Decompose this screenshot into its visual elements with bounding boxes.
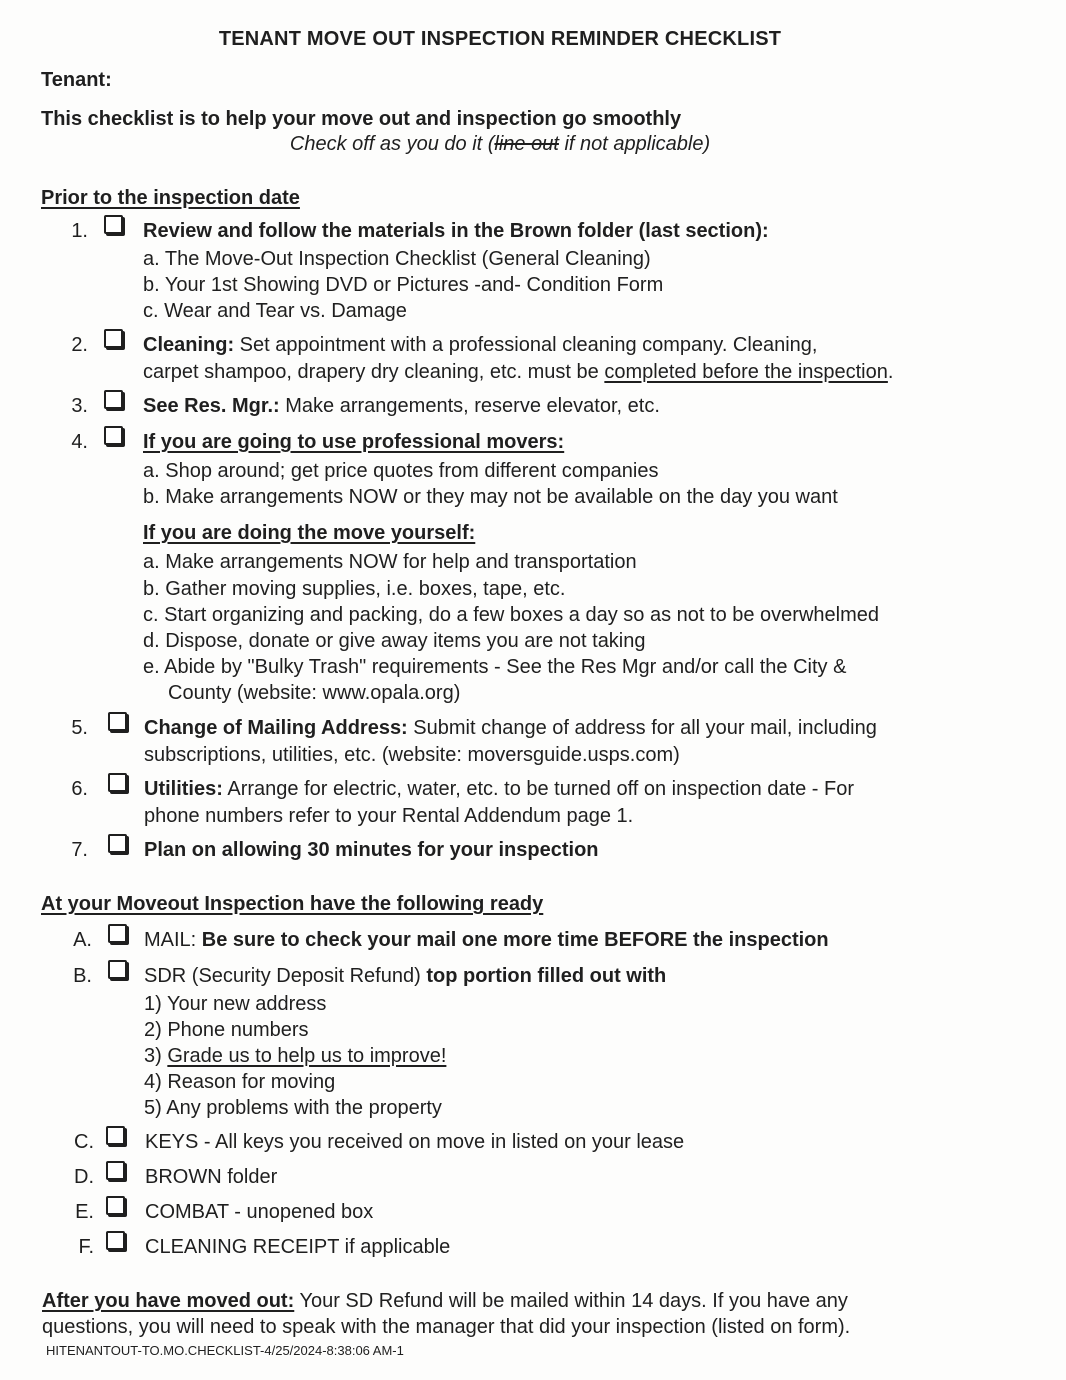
intro-text: This checklist is to help your move out and inspection go smoothly <box>41 108 682 130</box>
item-5-rest: Submit change of address for all your mail, including <box>407 717 877 739</box>
after-heading: After you have moved out: <box>42 1290 295 1312</box>
item-a-bold: Be sure to check your mail one more time BEFORE the inspection <box>201 929 829 951</box>
item-letter: B. <box>73 965 92 987</box>
checkbox[interactable] <box>106 1126 125 1145</box>
item-number: 7. <box>71 839 88 861</box>
item-number: 6. <box>71 778 88 800</box>
checkbox[interactable] <box>106 1196 125 1215</box>
item-c-text: KEYS - All keys you received on move in listed on your lease <box>145 1131 685 1153</box>
sub-item: a. Make arrangements NOW for help and transportation <box>143 551 637 573</box>
checkbox[interactable] <box>104 426 123 445</box>
item-letter: A. <box>73 929 92 951</box>
section-heading-prior: Prior to the inspection date <box>41 187 300 209</box>
item-2-bold: Cleaning: <box>143 334 235 356</box>
item-b-label: SDR (Security Deposit Refund) <box>144 965 427 987</box>
instruction-post: if not applicable) <box>558 133 711 155</box>
sdr-sub-item: 4) Reason for moving <box>144 1071 336 1093</box>
item-2-rest: Set appointment with a professional cleaning company. Cleaning, <box>234 334 818 356</box>
checkbox[interactable] <box>108 924 127 943</box>
item-6-text <box>144 777 854 801</box>
item-6-bold: Utilities: <box>144 778 223 800</box>
item-2-text <box>143 333 817 357</box>
sub-item: d. Dispose, donate or give away items you are not taking <box>143 630 646 652</box>
checkbox[interactable] <box>106 1231 125 1250</box>
item-1-text: Review and follow the materials in the Brown folder (last section): <box>143 220 769 242</box>
item-f-text: CLEANING RECEIPT if applicable <box>145 1236 451 1258</box>
sdr-sub-item: 5) Any problems with the property <box>144 1097 442 1119</box>
item-5-text <box>144 716 877 740</box>
tenant-label: Tenant: <box>41 69 112 91</box>
sub-item: a. Shop around; get price quotes from different companies <box>143 460 659 482</box>
item-letter: E. <box>75 1201 94 1223</box>
checkbox[interactable] <box>104 215 123 234</box>
item-2-line2-underlined: completed before the inspection <box>604 361 888 383</box>
item-3-bold: See Res. Mgr.: <box>143 395 280 417</box>
checkbox[interactable] <box>104 390 123 409</box>
checkbox[interactable] <box>106 1161 125 1180</box>
item-a-label: MAIL: <box>144 929 202 951</box>
item-number: 4. <box>71 431 88 453</box>
checkbox[interactable] <box>108 960 127 979</box>
item-a-text <box>144 928 829 952</box>
item-letter: F. <box>78 1236 94 1258</box>
sub-item: b. Make arrangements NOW or they may not be available on the day you want <box>143 486 838 508</box>
item-d-text: BROWN folder <box>145 1166 278 1188</box>
checkbox[interactable] <box>108 834 127 853</box>
instruction-strike: line out <box>494 133 559 155</box>
item-2-line2-post: . <box>887 361 894 383</box>
item-2-line2-pre: carpet shampoo, drapery dry cleaning, etc. must be <box>143 361 605 383</box>
item-number: 3. <box>71 395 88 417</box>
item-5-line2: subscriptions, utilities, etc. (website: moversguide.usps.com) <box>144 744 680 766</box>
checkbox[interactable] <box>104 329 123 348</box>
item-6-rest: Arrange for electric, water, etc. to be turned off on inspection date - For <box>222 778 854 800</box>
item-6-line2: phone numbers refer to your Rental Addendum page 1. <box>144 805 634 827</box>
sub-item: c. Wear and Tear vs. Damage <box>143 300 407 322</box>
sub-item: b. Your 1st Showing DVD or Pictures -and- Condition Form <box>143 274 664 296</box>
sub-item-continued: County (website: www.opala.org) <box>168 682 461 704</box>
footer-code: HITENANTOUT-TO.MO.CHECKLIST-4/25/2024-8:38:06 AM-1 <box>46 1343 404 1358</box>
item-e-text: COMBAT - unopened box <box>145 1201 374 1223</box>
instruction-line <box>0 133 1000 156</box>
item-b-bold: top portion filled out with <box>426 965 667 987</box>
item-number: 5. <box>71 717 88 739</box>
document-title: TENANT MOVE OUT INSPECTION REMINDER CHECKLIST <box>218 28 782 50</box>
item-3-rest: Make arrangements, reserve elevator, etc. <box>279 395 660 417</box>
item-5-bold: Change of Mailing Address: <box>144 717 408 739</box>
item-4-heading-2: If you are doing the move yourself: <box>143 522 476 544</box>
item-letter: C. <box>74 1131 94 1153</box>
section-heading-inspection: At your Moveout Inspection have the following ready <box>41 893 544 915</box>
item-7-text: Plan on allowing 30 minutes for your inspection <box>144 839 599 861</box>
item-letter: D. <box>74 1166 94 1188</box>
item-4-heading: If you are going to use professional movers: <box>143 431 565 453</box>
checkbox[interactable] <box>108 773 127 792</box>
after-text <box>42 1289 848 1313</box>
sub-item: b. Gather moving supplies, i.e. boxes, tape, etc. <box>143 578 566 600</box>
sdr-sub-item: 2) Phone numbers <box>144 1019 309 1041</box>
sub-item: a. The Move-Out Inspection Checklist (General Cleaning) <box>143 248 651 270</box>
item-b-text <box>144 964 666 988</box>
sdr-sub-item: 3) Grade us to help us to improve! <box>144 1045 447 1067</box>
after-text-rest: Your SD Refund will be mailed within 14 days. If you have any <box>294 1290 848 1312</box>
checkbox[interactable] <box>108 712 127 731</box>
item-2-line2 <box>143 360 893 384</box>
sub-item: c. Start organizing and packing, do a few boxes a day so as not to be overwhelmed <box>143 604 879 626</box>
instruction-pre: Check off as you do it ( <box>289 133 495 155</box>
sub-item: e. Abide by "Bulky Trash" requirements - See the Res Mgr and/or call the City & <box>143 656 847 678</box>
sdr-sub-item: 1) Your new address <box>144 993 327 1015</box>
item-3-text <box>143 394 660 418</box>
after-line2: questions, you will need to speak with the manager that did your inspection (listed on form). <box>42 1316 851 1338</box>
item-number: 1. <box>71 220 88 242</box>
item-number: 2. <box>71 334 88 356</box>
